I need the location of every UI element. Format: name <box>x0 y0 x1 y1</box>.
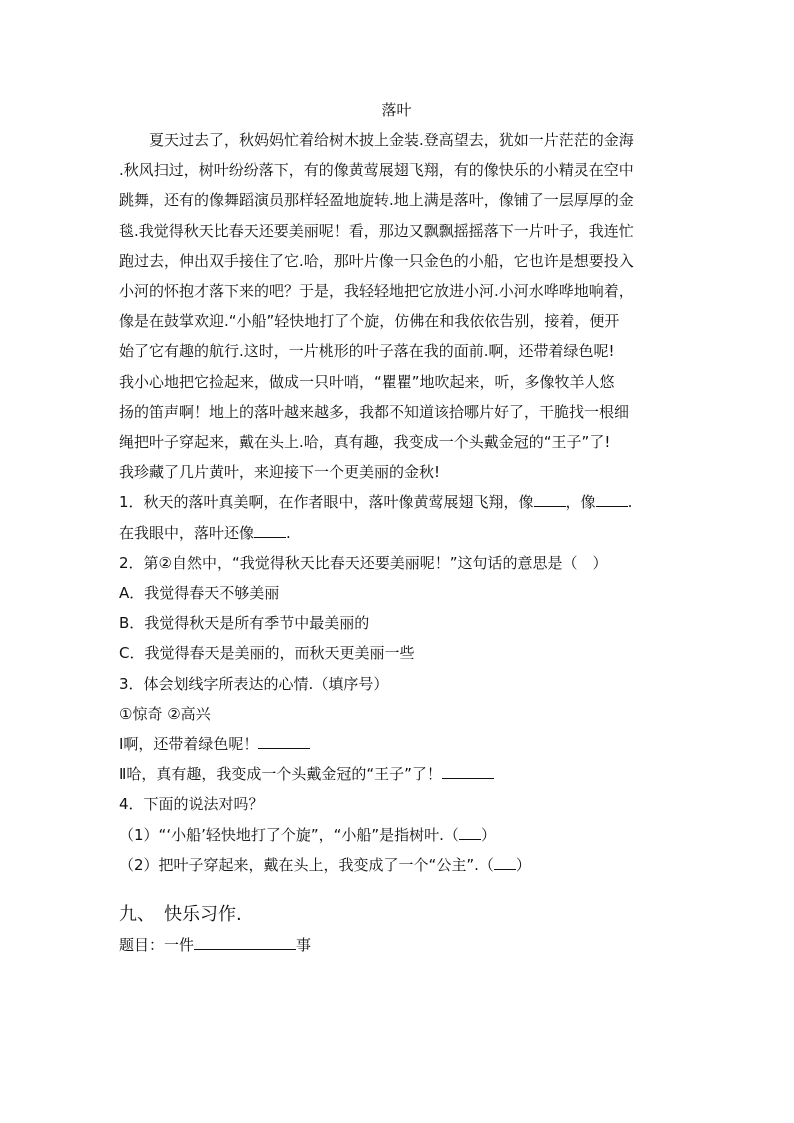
passage-line: 跑过去，伸出双手接住了它.哈，那叶片像一只金色的小船，它也许是想要投入 <box>119 251 634 270</box>
option-b[interactable]: B．我觉得秋天是所有季节中最美丽的 <box>119 614 370 633</box>
question-3-choices: ①惊奇 ②高兴 <box>119 704 211 723</box>
passage-line: 我小心地把它捡起来，做成一只叶哨，“瞿瞿”地吹起来，听，多像牧羊人悠 <box>119 372 615 391</box>
worksheet-page <box>119 95 674 960</box>
passage-line: 扬的笛声啊！地上的落叶越来越多，我都不知道该拾哪片好了，干脆找一根细 <box>119 402 630 421</box>
passage-line: .秋风扫过，树叶纷纷落下，有的像黄莺展翅飞翔，有的像快乐的小精灵在空中 <box>119 161 634 180</box>
question-3-stem: 3．体会划线字所表达的心情.（填序号） <box>119 674 389 693</box>
question-1-text: 1．秋天的落叶真美啊，在作者眼中，落叶像黄莺展翅飞翔，像 <box>119 493 534 512</box>
answer-blank[interactable] <box>494 855 516 870</box>
passage-title: 落叶 <box>381 101 412 119</box>
question-1-separator: ，像 <box>565 493 596 512</box>
essay-prompt-suffix: 事 <box>296 936 312 955</box>
option-c[interactable]: C．我觉得春天是美丽的，而秋天更美丽一些 <box>119 644 415 663</box>
section-9 <box>119 900 674 960</box>
question-2 <box>119 548 674 669</box>
question-4-item-2-close: ） <box>515 855 531 874</box>
question-3-item-2: Ⅱ哈，真有趣，我变成一个头戴金冠的“王子”了！ <box>119 765 442 784</box>
answer-blank[interactable] <box>254 523 286 538</box>
essay-prompt-prefix: 题目：一件 <box>119 936 195 955</box>
answer-blank[interactable] <box>596 492 628 507</box>
question-4-stem: 4．下面的说法对吗？ <box>119 795 264 814</box>
answer-blank[interactable] <box>534 492 566 507</box>
section-9-heading: 九、 快乐习作. <box>119 904 242 926</box>
question-2-stem: 2．第②自然中，“我觉得秋天比春天还要美丽呢！”这句话的意思是（ ） <box>119 553 608 572</box>
question-1-period: . <box>627 493 633 512</box>
passage-line: 绳把叶子穿起来，戴在头上.哈，真有趣，我变成一个头戴金冠的“王子”了! <box>119 433 611 452</box>
passage-line: 我珍藏了几片黄叶，来迎接下一个更美丽的金秋! <box>119 463 441 482</box>
option-a[interactable]: A．我觉得春天不够美丽 <box>119 584 280 603</box>
question-4 <box>119 789 674 880</box>
question-1-period-2: . <box>286 523 291 542</box>
passage-line: 始了它有趣的航行.这时，一片桃形的叶子落在我的面前.啊，还带着绿色呢! <box>119 342 615 361</box>
answer-blank[interactable] <box>442 764 494 779</box>
question-4-item-1-close: ） <box>480 825 496 844</box>
question-4-item-1: （1）“‘小船’轻快地打了个旋”，“小船”是指树叶.（ <box>119 825 459 844</box>
passage-line: 夏天过去了，秋妈妈忙着给树木披上金装.登高望去，犹如一片茫茫的金海 <box>149 131 634 149</box>
question-1 <box>119 487 674 547</box>
question-1-text-2: 在我眼中，落叶还像 <box>119 523 255 542</box>
question-3-item-1: Ⅰ啊，还带着绿色呢！ <box>119 735 259 754</box>
passage-line: 像是在鼓掌欢迎.“小船”轻快地打了个旋，仿佛在和我依依告别，接着，便开 <box>119 312 620 331</box>
question-3 <box>119 669 674 790</box>
passage-line: 小河的怀抱才落下来的吧？于是，我轻轻地把它放进小河.小河水哗哗地响着， <box>119 282 634 301</box>
answer-blank[interactable] <box>459 825 481 840</box>
passage-line: 毯.我觉得秋天比春天还要美丽呢！看，那边又飘飘摇摇落下一片叶子，我连忙 <box>119 221 634 240</box>
passage-body <box>119 125 674 487</box>
essay-title-blank[interactable] <box>194 935 296 950</box>
question-4-item-2: （2）把叶子穿起来，戴在头上，我变成了一个“公主”.（ <box>119 855 494 874</box>
answer-blank[interactable] <box>258 734 310 749</box>
passage-line: 跳舞，还有的像舞蹈演员那样轻盈地旋转.地上满是落叶，像铺了一层厚厚的金 <box>119 191 634 210</box>
